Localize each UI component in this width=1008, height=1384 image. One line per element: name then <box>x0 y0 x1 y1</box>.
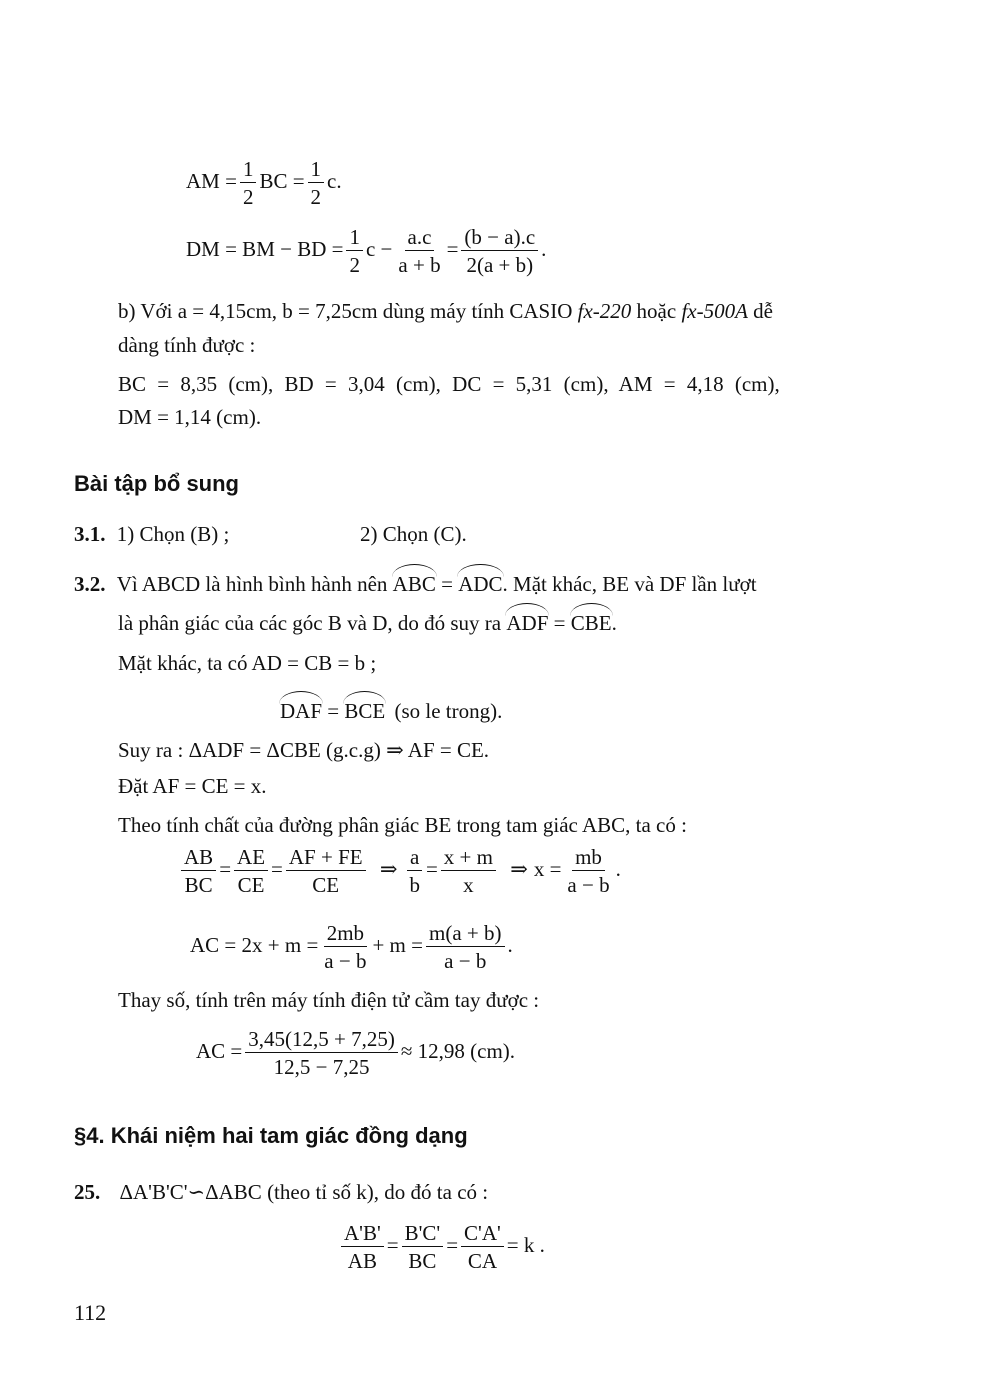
equation-proportion: $\frac{AB}{BC}$ = $\frac{AE}{CE}$ = $\frac{AF + FE}{CE}$ ⇒ $\frac{a}{b}$ = $\frac{x + m}{x}$ ⇒ x = $\frac{mb}{a - b}$ . <box>178 846 621 896</box>
fraction: $\frac{a.c}{a + b}$ <box>398 225 441 278</box>
part-b-result1: BC = 8,35 (cm), BD = 3,04 (cm), DC = 5,31 (cm), AM = 4,18 (cm), <box>118 372 780 396</box>
fraction: $\frac{(b - a).c}{2(a + b)}$ <box>461 226 538 276</box>
fraction: $\frac{1}{2}$ <box>308 158 325 208</box>
fraction: $\frac{1}{2}$ <box>240 158 257 208</box>
exercise-25-line1: 25. ΔA'B'C'∽ΔABC (theo tỉ số k), do đó ta có : <box>74 1180 489 1204</box>
equation-am: AM = $\frac{1}{2}$ BC = $\frac{1}{2}$ c. <box>186 157 342 210</box>
angle-cbe: CBE <box>570 611 612 635</box>
equation-ac-result: AC = $\frac{3,45(12,5 + 7,25)}{12,5 - 7,25}$ ≈ 12,98 (cm). <box>196 1027 516 1080</box>
exercise-3-2-line4: DAF = BCE (so le trong). <box>280 699 503 723</box>
equation-ratio-k: $\frac{A'B'}{AB}$ = $\frac{B'C'}{BC}$ = $\frac{C'A'}{CA}$ = k . <box>338 1222 545 1272</box>
exercise-3-2-line8: Thay số, tính trên máy tính điện tử cầm tay được : <box>118 988 540 1012</box>
exercise-3-2-line6: Đặt AF = CE = x. <box>118 774 267 798</box>
exercise-3-1: 3.1. 1) Chọn (B) ; <box>74 522 230 546</box>
angle-adf: ADF <box>506 611 549 635</box>
angle-abc: ABC <box>392 572 436 596</box>
angle-bce: BCE <box>344 699 386 723</box>
equation-dm: DM = BM − BD = $\frac{1}{2}$ c − $\frac{a.c}{a + b}$ = $\frac{(b - a).c}{2(a + b)}$ . <box>186 225 547 278</box>
exercise-3-2-line1: 3.2. Vì ABCD là hình bình hành nên ABC = ADC. Mặt khác, BE và DF lần lượt <box>74 572 757 596</box>
exercise-3-2-line5: Suy ra : ΔADF = ΔCBE (g.c.g) ⇒ AF = CE. <box>118 738 490 762</box>
part-b-line2: dàng tính được : <box>118 333 256 357</box>
fraction: $\frac{1}{2}$ <box>346 226 363 276</box>
equation-ac: AC = 2x + m = $\frac{2mb}{a - b}$ + m = $\frac{m(a + b)}{a - b}$ . <box>190 921 513 974</box>
angle-daf: DAF <box>280 699 323 723</box>
page-number: 112 <box>74 1300 107 1325</box>
exercise-3-2-line3: Mặt khác, ta có AD = CB = b ; <box>118 651 377 675</box>
part-b-line1: b) Với a = 4,15cm, b = 7,25cm dùng máy tính CASIO fx-220 hoặc fx-500A dễ <box>118 299 773 323</box>
exercise-3-1-choice2: 2) Chọn (C). <box>360 522 467 546</box>
section-heading-supplementary: Bài tập bổ sung <box>74 471 239 496</box>
angle-adc: ADC <box>458 572 503 596</box>
exercise-3-2-line2: là phân giác của các góc B và D, do đó suy ra ADF = CBE. <box>118 611 617 635</box>
exercise-3-2-line7: Theo tính chất của đường phân giác BE trong tam giác ABC, ta có : <box>118 813 687 837</box>
part-b-result2: DM = 1,14 (cm). <box>118 405 262 429</box>
section-heading-4: §4. Khái niệm hai tam giác đồng dạng <box>74 1123 468 1148</box>
